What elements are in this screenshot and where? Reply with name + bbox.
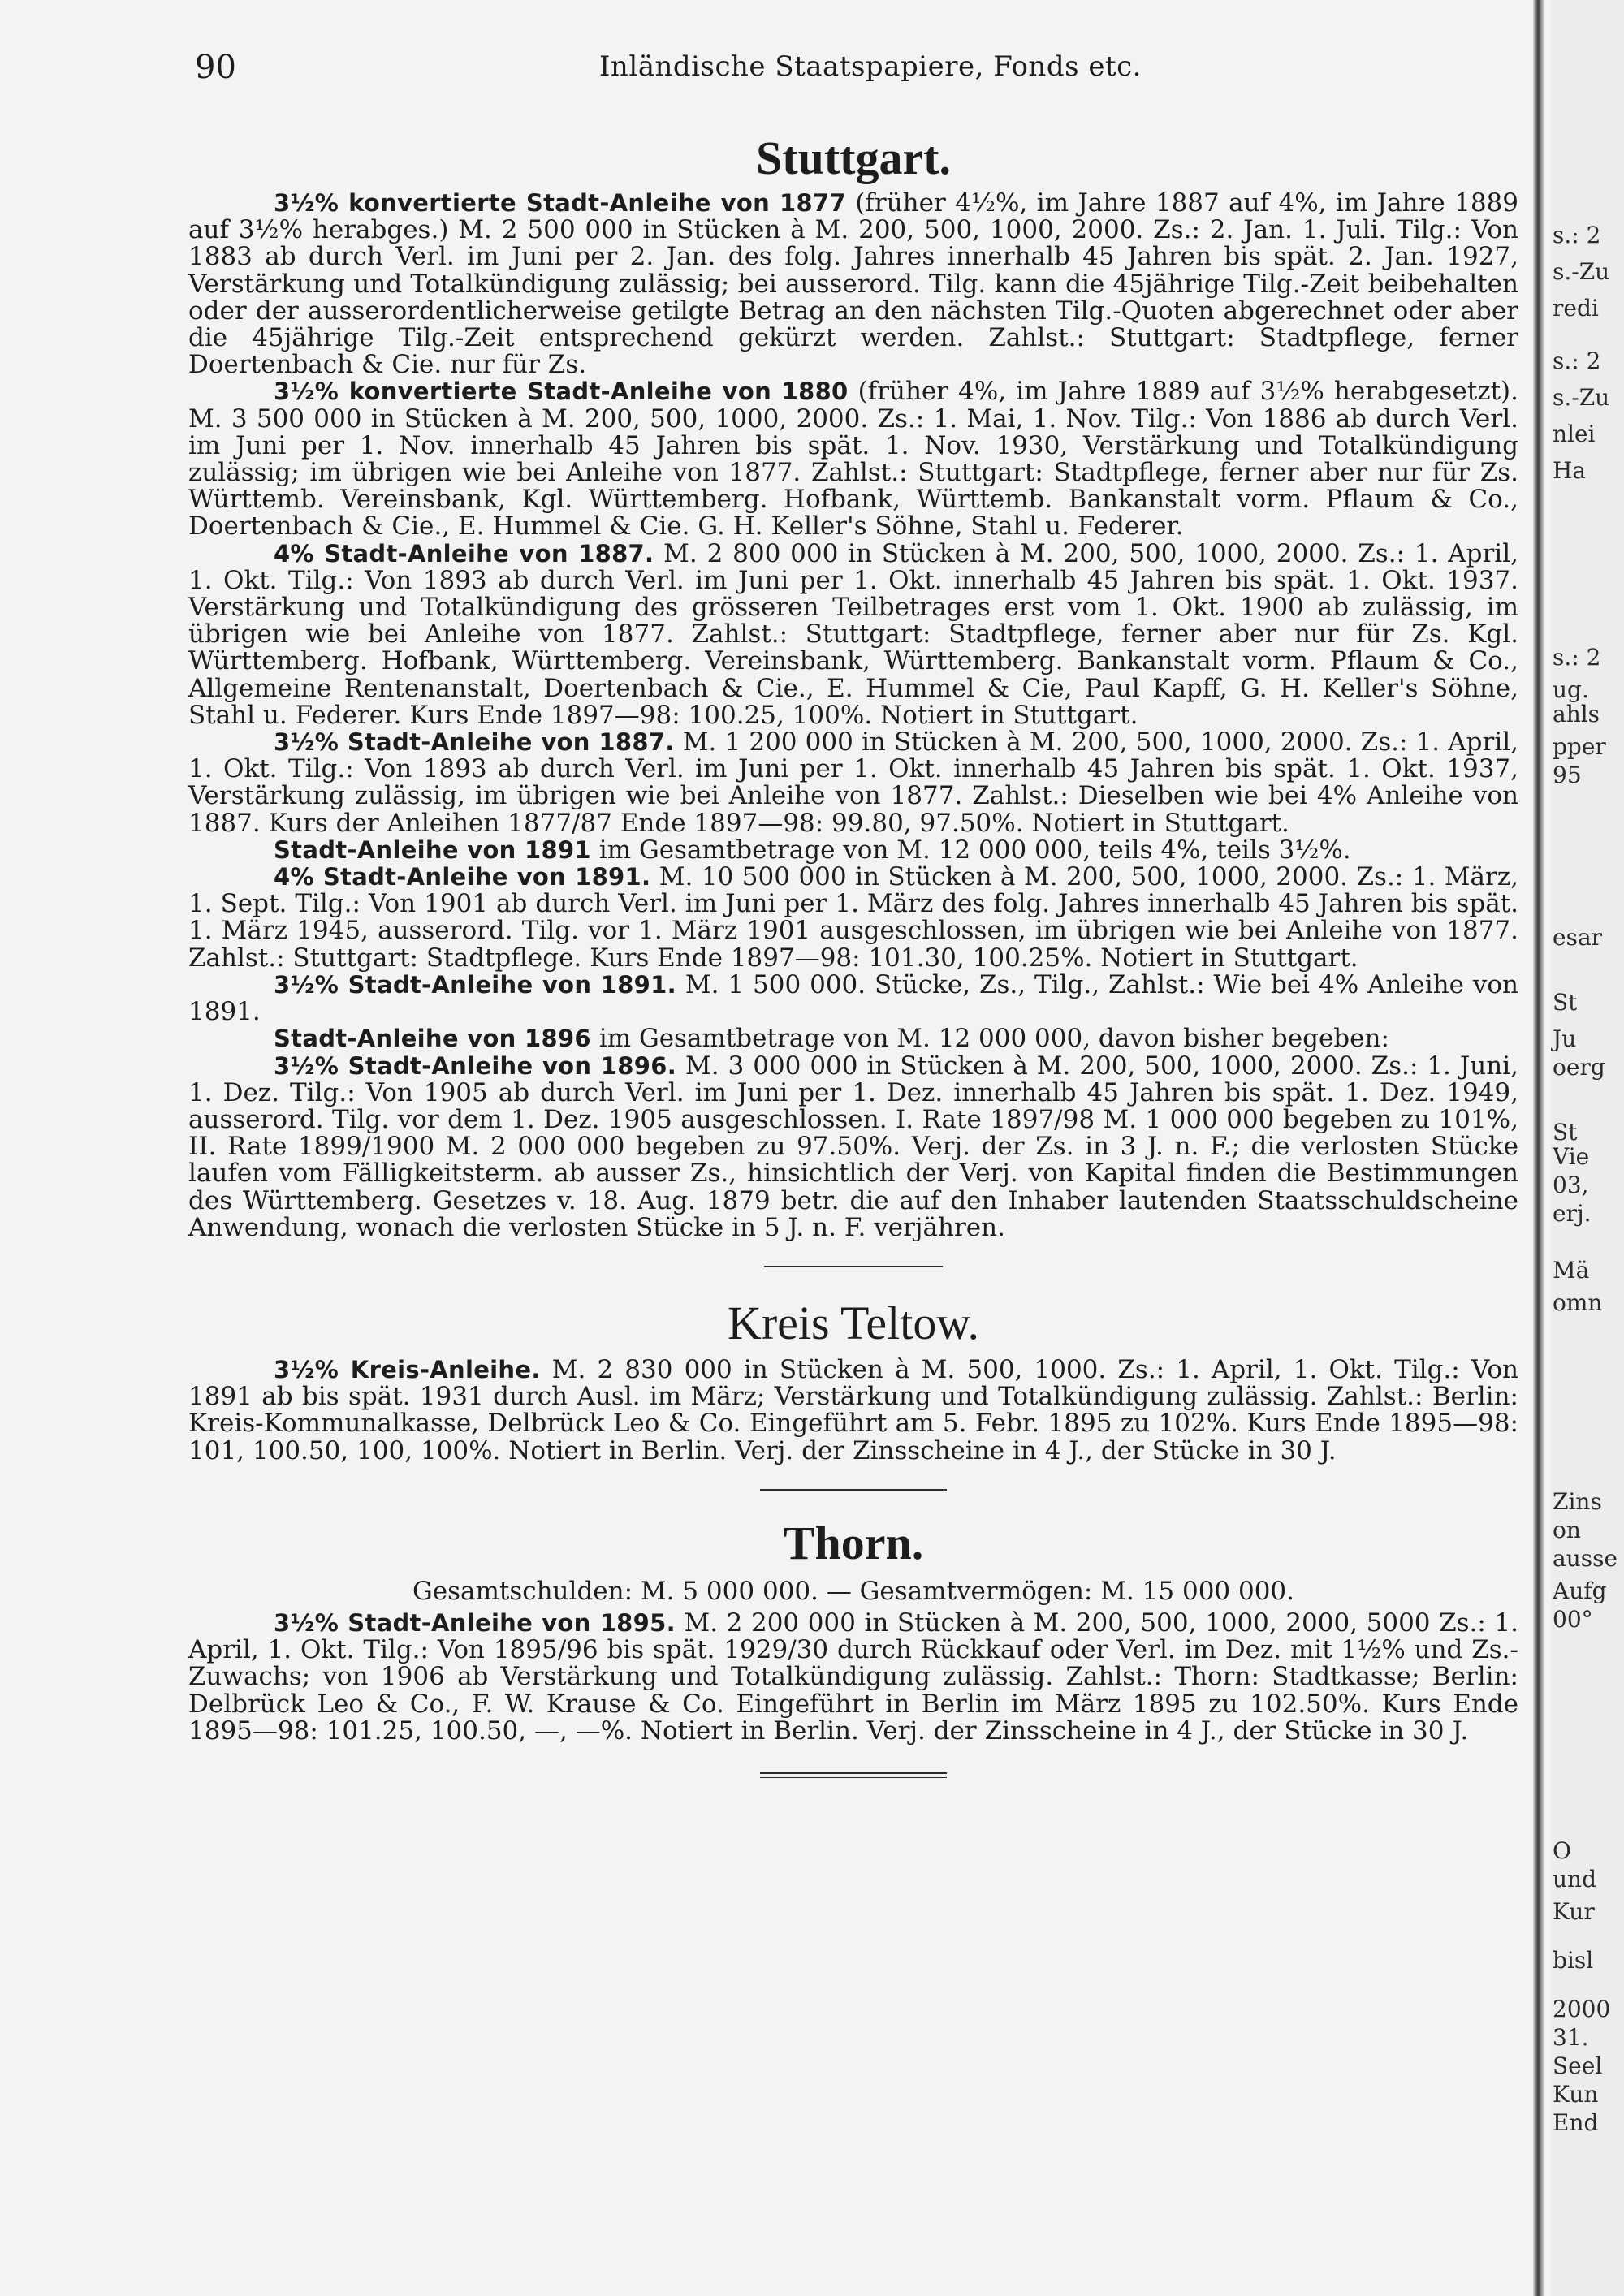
entry-stuttgart-1887-4pct: 4% Stadt-Anleihe von 1887. M. 2 800 000 in Stücken à M. 200, 500, 1000, 2000. Zs.: 1. April, 1. Okt. Tilg.: Von 1893 ab durch Verl. im Juni per 1. Okt. innerhalb 45 Jahren bis spät. 1. Okt. 1937. Verstärkung und Totalkündigung des grösseren Teilbetrages erst vom 1. Okt. 1900 ab zulässig, im übrigen wie bei Anleihe von 1877. Zahlst.: Stuttgart: Stadtpflege, ferner aber nur für Zs. Kgl. Württemberg. Hofbank, Württemberg. Vereinsbank, Württemberg. Bankanstalt vorm. Pflaum & Co., Allgemeine Rentenanstalt, Doertenbach & Cie., E. Hummel & Cie, Paul Kapff, G. H. Keller's Söhne, Stahl u. Federer. Kurs Ende 1897—98: 100.25, 100%. Notiert in Stuttgart. (188, 538, 1518, 730)
bleed-fragment: Aufg (1553, 1577, 1607, 1604)
section-divider (760, 1489, 947, 1491)
entry-stuttgart-1880: 3½% konvertierte Stadt-Anleihe von 1880 (früher 4%, im Jahre 1889 auf 3½% herabgesetzt). M. 3 500 000 in Stücken à M. 200, 500, 1000, 2000. Zs.: 1. Mai, 1. Nov. Tilg.: Von 1886 ab durch Verl. im Juni per 1. Nov. innerhalb 45 Jahren bis spät. 1. Nov. 1930, Verstärkung und Totalkündigung zulässig; im übrigen wie bei Anleihe von 1877. Zahlst.: Stuttgart: Stadtpflege, ferner aber nur für Zs. Württemb. Vereinsbank, Kgl. Württemberg. Hofbank, Württemb. Bankanstalt vorm. Pflaum & Co., Doertenbach & Cie., E. Hummel & Cie. G. H. Keller's Söhne, Stahl u. Federer. (188, 377, 1518, 542)
bleed-fragment: O (1553, 1837, 1571, 1864)
bleed-fragment: Vie (1553, 1143, 1590, 1170)
bleed-fragment: s.: 2 (1553, 644, 1601, 671)
thorn-summary: Gesamtschulden: M. 5 000 000. — Gesamtvermögen: M. 15 000 000. (412, 1576, 1295, 1606)
bleed-fragment: St (1553, 1119, 1578, 1146)
adjacent-page-fragments (1551, 0, 1624, 2296)
bleed-fragment: 31. (1553, 2024, 1589, 2051)
page-header (0, 49, 1567, 97)
running-title: Inländische Staatspapiere, Fonds etc. (599, 50, 1142, 83)
bleed-fragment: Ju (1553, 1025, 1577, 1052)
bleed-fragment: pper (1553, 733, 1606, 760)
bleed-fragment: 00° (1553, 1606, 1593, 1633)
page-number: 90 (195, 49, 236, 86)
entry-teltow-kreis-anleihe: 3½% Kreis-Anleihe. M. 2 830 000 in Stücken à M. 500, 1000. Zs.: 1. April, 1. Okt. Tilg.: Von 1891 ab bis spät. 1931 durch Ausl. im März; Verstärkung und Totalkündigung zulässig. Zahlst.: Berlin: Kreis-Kommunalkasse, Delbrück Leo & Co. Eingeführt am 5. Febr. 1895 zu 102%. Kurs Ende 1895—98: 101, 100.50, 100, 100%. Notiert in Berlin. Verj. der Zinsscheine in 4 J., der Stücke in 30 J. (188, 1354, 1518, 1465)
bleed-fragment: s.-Zu (1553, 384, 1610, 411)
entry-stuttgart-1891-4pct: 4% Stadt-Anleihe von 1891. M. 10 500 000 in Stücken à M. 200, 500, 1000, 2000. Zs.: 1. März, 1. Sept. Tilg.: Von 1901 ab durch Verl. im Juni per 1. März des folg. Jahres innerhalb 45 Jahren bis spät. 1. März 1945, ausserord. Tilg. vor 1. März 1901 ausgeschlossen, im übrigen wie bei Anleihe von 1877. Zahlst.: Stuttgart: Stadtpflege. Kurs Ende 1897—98: 101.30, 100.25%. Notiert in Stuttgart. (188, 862, 1518, 973)
bleed-fragment: 95 (1553, 762, 1582, 788)
bleed-fragment: 2000 (1553, 1996, 1611, 2022)
bleed-fragment: redi (1553, 295, 1599, 322)
bleed-fragment: oerg (1553, 1054, 1605, 1081)
bleed-fragment: Kur (1553, 1898, 1595, 1925)
end-rule (760, 1772, 947, 1778)
entry-stuttgart-1887-3-5pct: 3½% Stadt-Anleihe von 1887. M. 1 200 000 in Stücken à M. 200, 500, 1000, 2000. Zs.: 1. April, 1. Okt. Tilg.: Von 1893 ab durch Verl. im Juni per 1. Okt. innerhalb 45 Jahren bis spät. 1. Okt. 1937, Verstärkung zulässig, im übrigen wie bei Anleihe von 1877. Zahlst.: Dieselben wie bei 4% Anleihe von 1887. Kurs der Anleihen 1877/87 Ende 1897—98: 99.80, 97.50%. Notiert in Stuttgart. (188, 727, 1518, 838)
entry-stuttgart-1891-total: Stadt-Anleihe von 1891 im Gesamtbetrage von M. 12 000 000, teils 4%, teils 3½%. (274, 835, 1351, 865)
page-content (188, 130, 1518, 1778)
bleed-fragment: Mä (1553, 1257, 1590, 1284)
section-title-stuttgart: Stuttgart. (755, 132, 951, 184)
bleed-fragment: Ha (1553, 457, 1587, 484)
entry-stuttgart-1896-total: Stadt-Anleihe von 1896 im Gesamtbetrage von M. 12 000 000, davon bisher begeben: (274, 1024, 1389, 1054)
entry-thorn-1895: 3½% Stadt-Anleihe von 1895. M. 2 200 000 in Stücken à M. 200, 500, 1000, 2000, 5000 Zs.: 1. April, 1. Okt. Tilg.: Von 1895/96 bis spät. 1929/30 durch Rückkauf oder Verl. im Dez. mit 1½% und Zs.-Zuwachs; von 1906 ab Verstärkung und Totalkündigung zulässig. Zahlst.: Thorn: Stadtkasse; Berlin: Delbrück Leo & Co., F. W. Krause & Co. Eingeführt in Berlin im März 1895 zu 102.50%. Kurs Ende 1895—98: 101.25, 100.50, —, —%. Notiert in Berlin. Verj. der Zinsscheine in 4 J., der Stücke in 30 J. (188, 1608, 1518, 1746)
bleed-fragment: esar (1553, 924, 1603, 951)
bleed-fragment: End (1553, 2109, 1599, 2136)
section-divider (764, 1266, 943, 1267)
bleed-fragment: on (1553, 1517, 1581, 1543)
entry-stuttgart-1896-3-5pct: 3½% Stadt-Anleihe von 1896. M. 3 000 000 in Stücken à M. 200, 500, 1000, 2000. Zs.: 1. Juni, 1. Dez. Tilg.: Von 1905 ab durch Verl. im Juni per 1. Dez. innerhalb 45 Jahren bis spät. 1. Dez. 1949, ausserord. Tilg. vor dem 1. Dez. 1905 ausgeschlossen. I. Rate 1897/98 M. 1 000 000 begeben zu 101%, II. Rate 1899/1900 M. 2 000 000 begeben zu 97.50%. Verj. der Zs. in 3 J. n. F.; die verlosten Stücke laufen vom Fälligkeitsterm. ab ausser Zs., hinsichtlich der Verj. von Kapital finden die Bestimmungen des Württemberg. Gesetzes v. 18. Aug. 1879 betr. die auf den Inhaber lautenden Staatsschuldscheine Anwendung, wonach die verlosten Stücke in 5 J. n. F. verjähren. (188, 1051, 1518, 1242)
section-title-kreis-teltow: Kreis Teltow. (727, 1296, 980, 1349)
section-title-thorn: Thorn. (783, 1516, 924, 1569)
bleed-fragment: ug. (1553, 676, 1589, 703)
bleed-fragment: omn (1553, 1289, 1603, 1316)
bleed-fragment: St (1553, 989, 1578, 1016)
bleed-fragment: und (1553, 1866, 1596, 1892)
bleed-fragment: bisl (1553, 1947, 1594, 1974)
bleed-fragment: Seel (1553, 2052, 1603, 2079)
bleed-fragment: nlei (1553, 421, 1596, 447)
bleed-fragment: s.: 2 (1553, 347, 1601, 374)
page-gutter (1533, 0, 1544, 2296)
entry-stuttgart-1877: 3½% konvertierte Stadt-Anleihe von 1877 (früher 4½%, im Jahre 1887 auf 4%, im Jahre 1889 auf 3½% herabges.) M. 2 500 000 in Stücken à M. 200, 500, 1000, 2000. Zs.: 2. Jan. 1. Juli. Tilg.: Von 1883 ab durch Verl. im Juni per 2. Jan. des folg. Jahres innerhalb 45 Jahren bis spät. 2. Jan. 1927, Verstärkung und Totalkündigung zulässig; bei ausserord. Tilg. kann die 45jährige Tilg.-Zeit beibehalten oder der ausserordentlicherweise getilgte Betrag an den nächsten Tilg.-Quoten abgerechnet oder aber die 45jährige Tilg.-Zeit entsprechend gekürzt werden. Zahlst.: Stuttgart: Stadtpflege, ferner Doertenbach & Cie. nur für Zs. (188, 188, 1518, 380)
bleed-fragment: s.: 2 (1553, 222, 1601, 248)
bleed-fragment: ausse (1553, 1545, 1618, 1572)
bleed-fragment: Kun (1553, 2081, 1599, 2108)
bleed-fragment: 03, (1553, 1172, 1589, 1198)
bleed-fragment: erj. (1553, 1200, 1592, 1227)
bleed-fragment: Zins (1553, 1488, 1602, 1515)
bleed-fragment: ahls (1553, 701, 1600, 727)
bleed-fragment: s.-Zu (1553, 258, 1610, 285)
entry-stuttgart-1891-3-5pct: 3½% Stadt-Anleihe von 1891. M. 1 500 000. Stücke, Zs., Tilg., Zahlst.: Wie bei 4% Anleihe von 1891. (188, 969, 1518, 1027)
